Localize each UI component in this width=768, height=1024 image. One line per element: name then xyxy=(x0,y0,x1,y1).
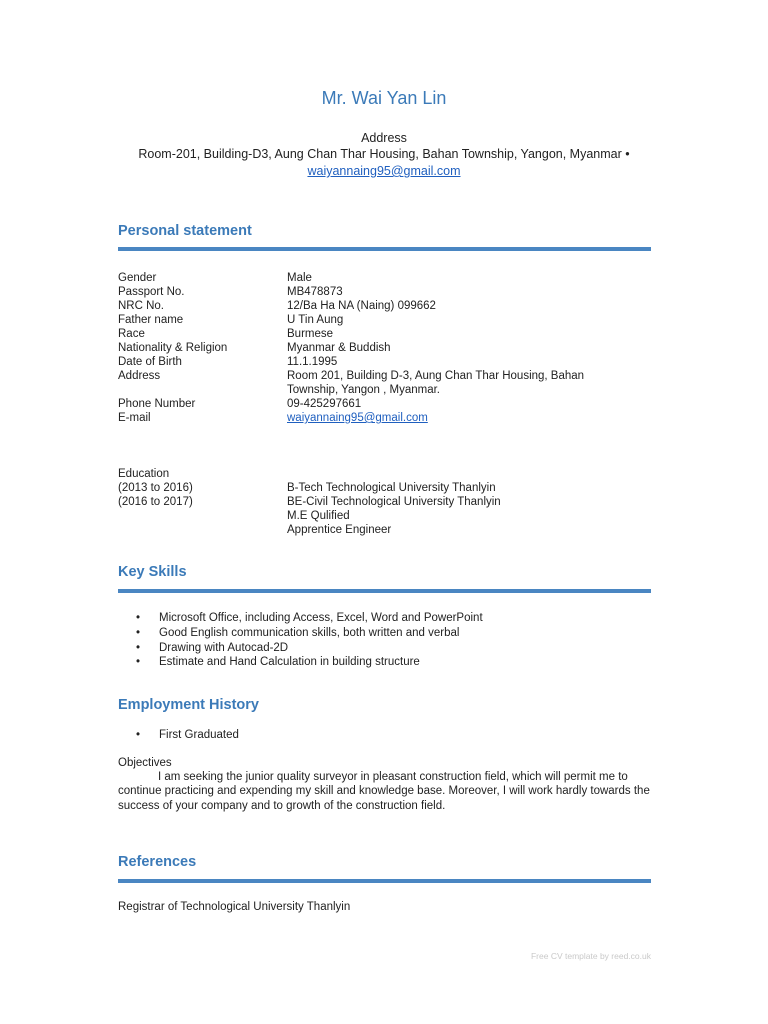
personal-statement-heading: Personal statement xyxy=(118,223,252,239)
employment-history-heading: Employment History xyxy=(118,697,259,713)
detail-label: Father name xyxy=(118,314,184,326)
detail-label: Date of Birth xyxy=(118,356,182,368)
detail-row xyxy=(118,369,658,397)
detail-label: Gender xyxy=(118,272,157,284)
candidate-name: Mr. Wai Yan Lin xyxy=(321,88,447,108)
detail-value: Room 201, Building D-3, Aung Chan Thar Housing, Bahan Township, Yangon , Myanmar. xyxy=(287,370,585,396)
header-email-link[interactable]: waiyannaing95@gmail.com xyxy=(307,164,461,178)
detail-value: MB478873 xyxy=(287,286,343,298)
key-skills-heading: Key Skills xyxy=(118,564,187,580)
education-row xyxy=(118,481,658,495)
education-label-row xyxy=(118,467,658,481)
detail-row xyxy=(118,313,658,327)
education-row xyxy=(118,523,658,537)
section-divider xyxy=(118,879,651,883)
detail-row xyxy=(118,285,658,299)
employment-list xyxy=(134,728,239,743)
education-label: Education xyxy=(118,468,170,480)
detail-value: U Tin Aung xyxy=(287,314,344,326)
skills-list xyxy=(134,611,483,670)
references-text: Registrar of Technological University Thanlyin xyxy=(118,901,351,913)
detail-label: NRC No. xyxy=(118,300,165,312)
objectives-block xyxy=(118,756,652,813)
list-item: • Microsoft Office, including Access, Excel, Word and PowerPoint xyxy=(134,611,483,626)
objectives-label: Objectives xyxy=(118,757,172,769)
email-link[interactable]: waiyannaing95@gmail.com xyxy=(287,412,428,424)
detail-row xyxy=(118,397,658,411)
education-value: BE-Civil Technological University Thanlyin xyxy=(287,496,501,508)
section-divider xyxy=(118,589,651,593)
detail-label: Passport No. xyxy=(118,286,185,298)
detail-value: 12/Ba Ha NA (Naing) 099662 xyxy=(287,300,436,312)
detail-label: E-mail xyxy=(118,412,151,424)
detail-value: 09-425297661 xyxy=(287,398,362,410)
personal-details xyxy=(118,271,658,425)
objectives-first-line: I am seeking the junior quality surveyor in pleasant construction field, which will permit me to xyxy=(158,771,628,784)
detail-row xyxy=(118,299,658,313)
detail-label: Race xyxy=(118,328,145,340)
detail-row xyxy=(118,341,658,355)
education-block xyxy=(118,467,658,537)
references-heading: References xyxy=(118,854,197,870)
detail-value: Male xyxy=(287,272,312,284)
detail-value: 11.1.1995 xyxy=(287,356,338,368)
detail-value: Burmese xyxy=(287,328,334,340)
detail-row xyxy=(118,355,658,369)
detail-label: Address xyxy=(118,370,161,382)
education-row xyxy=(118,495,658,509)
detail-label: Nationality & Religion xyxy=(118,342,228,354)
detail-row xyxy=(118,327,658,341)
detail-value: Myanmar & Buddish xyxy=(287,342,391,354)
list-item: • Good English communication skills, both written and verbal xyxy=(134,626,483,641)
objectives-text: continue practicing and expending my skill and knowledge base. Moreover, I will work hardly towards the success of your company and to growth of the construction field. xyxy=(118,785,650,812)
list-item: • Drawing with Autocad-2D xyxy=(134,641,483,656)
section-divider xyxy=(118,247,651,251)
education-period: (2016 to 2017) xyxy=(118,496,193,508)
education-row xyxy=(118,509,658,523)
template-credit: Free CV template by reed.co.uk xyxy=(530,951,651,961)
address-label: Address xyxy=(361,131,407,145)
education-value: M.E Qulified xyxy=(287,510,350,522)
detail-row xyxy=(118,271,658,285)
list-item: • Estimate and Hand Calculation in building structure xyxy=(134,655,483,670)
education-period: (2013 to 2016) xyxy=(118,482,193,494)
list-item: • First Graduated xyxy=(134,728,239,743)
detail-label: Phone Number xyxy=(118,398,196,410)
address-line: Room-201, Building-D3, Aung Chan Thar Housing, Bahan Township, Yangon, Myanmar • xyxy=(138,147,630,161)
detail-row xyxy=(118,411,658,425)
education-value: Apprentice Engineer xyxy=(287,524,392,536)
education-value: B-Tech Technological University Thanlyin xyxy=(287,482,496,494)
